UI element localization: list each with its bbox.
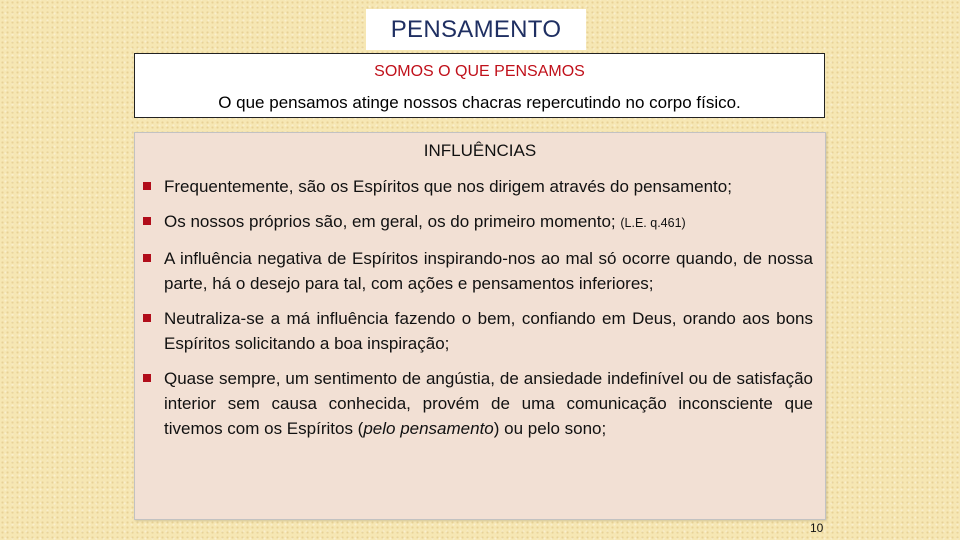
square-bullet-icon [143, 254, 151, 262]
list-item [141, 246, 813, 296]
list-item-text: Neutraliza-se a má influência fazendo o bem, confiando em Deus, orando aos bons Espíritos solicitando a boa inspiração; [164, 309, 813, 353]
section-heading [135, 141, 825, 161]
square-bullet-icon [143, 217, 151, 225]
list-item [141, 209, 813, 236]
list-item [141, 366, 813, 441]
list-item-italic: pelo pensamento [363, 419, 494, 438]
square-bullet-icon [143, 314, 151, 322]
reference: (L.E. q.461) [620, 216, 686, 230]
page-number: 10 [810, 521, 824, 535]
list-item [141, 306, 813, 356]
square-bullet-icon [143, 182, 151, 190]
title-box [366, 9, 586, 50]
page-title: PENSAMENTO [390, 15, 562, 43]
influence-list [141, 174, 813, 451]
statement: O que pensamos atinge nossos chacras repercutindo no corpo físico. [218, 93, 741, 112]
list-item-text: Os nossos próprios são, em geral, os do primeiro momento; [164, 212, 621, 231]
list-item-text: Quase sempre, um sentimento de angústia, de ansiedade indefinível ou de satisfação interior sem causa conhecida, provém de uma comunicação inconsciente que tivemos com os Espíritos ( [164, 369, 813, 438]
content-box [134, 132, 826, 520]
header-box [134, 53, 825, 118]
list-item [141, 174, 813, 199]
subtitle: SOMOS O QUE PENSAMOS [374, 63, 585, 80]
square-bullet-icon [143, 374, 151, 382]
list-item-text-end: ) ou pelo sono; [493, 419, 607, 438]
section-heading-text: INFLUÊNCIAS [423, 141, 537, 160]
list-item-text: A influência negativa de Espíritos inspirando-nos ao mal só ocorre quando, de nossa parte, há o desejo para tal, com ações e pensamentos inferiores; [164, 249, 813, 293]
list-item-text: Frequentemente, são os Espíritos que nos dirigem através do pensamento; [164, 177, 732, 196]
